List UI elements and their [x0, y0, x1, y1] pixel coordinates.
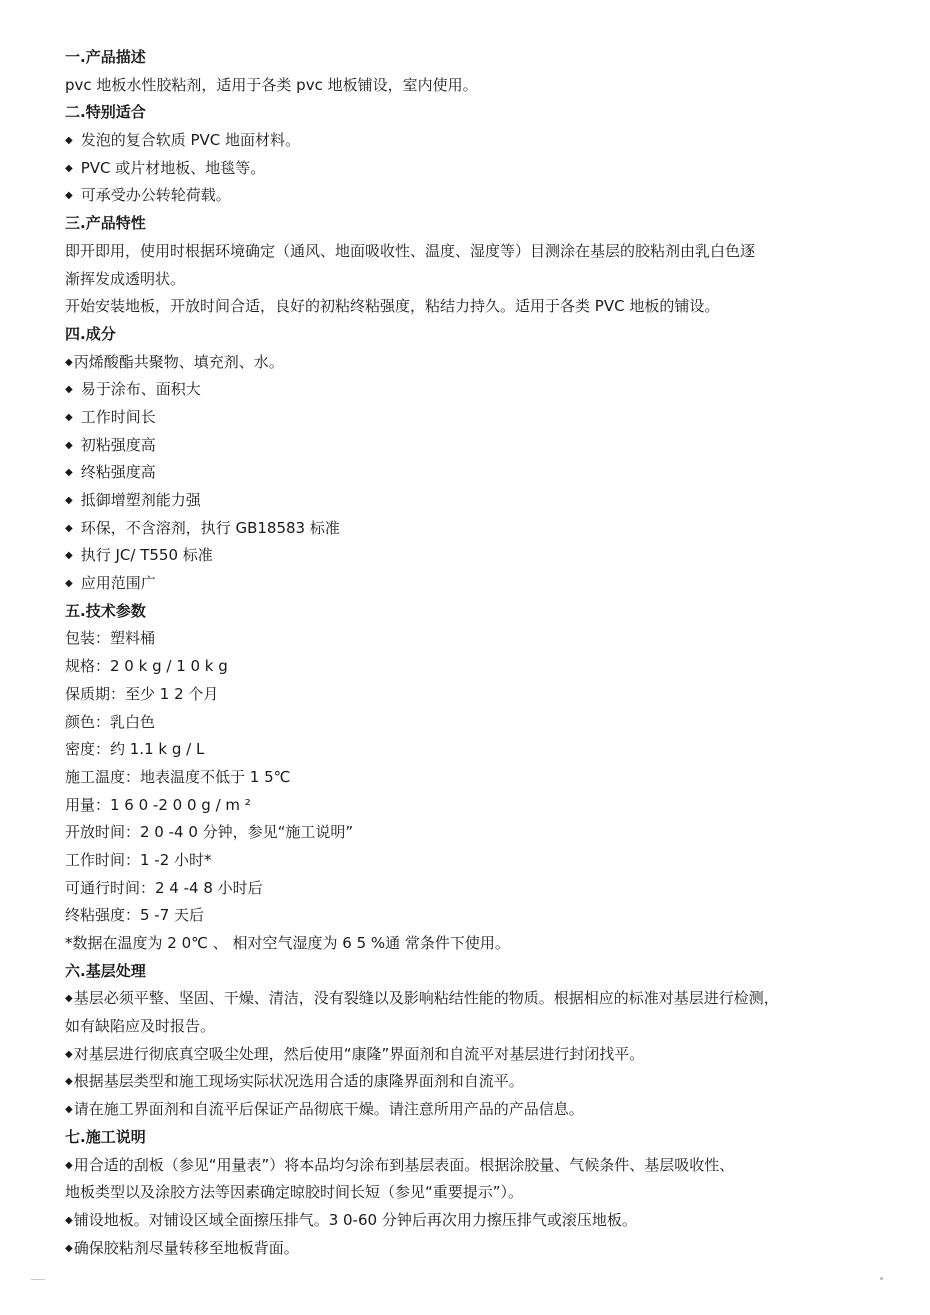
paragraph-line: 终粘强度：5 -7 天后	[65, 906, 205, 925]
bullet-item: ◆ 铺设地板。对铺设区域全面擦压排气。3 0-60 分钟后再次用力擦压排气或滚压地板。	[65, 1207, 885, 1235]
bullet-item: ◆ PVC 或片材地板、地毯等。	[65, 155, 885, 183]
paragraph-line: 开放时间：2 0 -4 0 分钟，参见“施工说明”	[65, 823, 354, 842]
paragraph-line: 渐挥发成透明状。	[65, 269, 186, 288]
paragraph-line: 规格：2 0 k g / 1 0 k g	[65, 657, 228, 676]
paragraph-line: 施工温度：地表温度不低于 1 5℃	[65, 767, 291, 786]
paragraph-line: 密度：约 1.1 k g / L	[65, 740, 205, 759]
bullet-item: ◆ 可承受办公转轮荷载。	[65, 182, 885, 210]
paragraph-line: 即开即用，使用时根据环境确定（通风、地面吸收性、温度、湿度等）目测涂在基层的胶粘剂由乳白色逐	[65, 241, 756, 260]
page-corner-mark-left	[31, 1279, 45, 1280]
bullet-item: ◆ 抵御增塑剂能力强	[65, 487, 885, 515]
bullet-item: ◆ 执行 JC/ T550 标准	[65, 542, 885, 570]
paragraph-line: 颜色：乳白色	[65, 712, 156, 731]
bullet-item: ◆ 丙烯酸酯共聚物、填充剂、水。	[65, 349, 885, 377]
bullet-item: ◆ 对基层进行彻底真空吸尘处理，然后使用“康隆”界面剂和自流平对基层进行封闭找平。	[65, 1041, 885, 1069]
bullet-item: ◆ 工作时间长	[65, 404, 885, 432]
section-heading: 六.基层处理	[65, 961, 146, 980]
paragraph-line: 包装：塑料桶	[65, 629, 156, 648]
paragraph-line: 保质期：至少 1 2 个月	[65, 684, 219, 703]
document-body	[65, 44, 885, 1262]
page-corner-mark-right	[880, 1277, 883, 1280]
paragraph-line: 用量：1 6 0 -2 0 0 g / m ²	[65, 795, 251, 814]
bullet-item: ◆ 应用范围广	[65, 570, 885, 598]
bullet-item: ◆ 请在施工界面剂和自流平后保证产品彻底干燥。请注意所用产品的产品信息。	[65, 1096, 885, 1124]
paragraph-line: 如有缺陷应及时报告。	[65, 1017, 216, 1036]
paragraph-line: 可通行时间：2 4 -4 8 小时后	[65, 878, 263, 897]
section-heading: 二.特别适合	[65, 103, 146, 122]
section-heading: 一.产品描述	[65, 48, 146, 66]
bullet-item: ◆ 发泡的复合软质 PVC 地面材料。	[65, 127, 885, 155]
paragraph-line: 地板类型以及涂胶方法等因素确定晾胶时间长短（参见“重要提示”）。	[65, 1183, 524, 1202]
paragraph-line: 工作时间：1 -2 小时*	[65, 850, 212, 869]
bullet-item: ◆ 初粘强度高	[65, 432, 885, 460]
section-heading: 三.产品特性	[65, 214, 146, 233]
bullet-item: ◆ 根据基层类型和施工现场实际状况选用合适的康隆界面剂和自流平。	[65, 1068, 885, 1096]
section-heading: 四.成分	[65, 324, 116, 343]
paragraph-line: 开始安装地板，开放时间合适，良好的初粘终粘强度，粘结力持久。适用于各类 PVC 地板的铺设。	[65, 297, 720, 316]
paragraph-line: pvc 地板水性胶粘剂，适用于各类 pvc 地板铺设，室内使用。	[65, 75, 478, 94]
bullet-item: ◆ 用合适的刮板（参见“用量表”）将本品均匀涂布到基层表面。根据涂胶量、气候条件、基层吸收性、	[65, 1152, 885, 1180]
bullet-item: ◆ 基层必须平整、坚固、干燥、清洁，没有裂缝以及影响粘结性能的物质。根据相应的标准对基层进行检测，	[65, 985, 885, 1013]
section-heading: 七.施工说明	[65, 1127, 146, 1146]
paragraph-line: *数据在温度为 2 0℃ 、 相对空气湿度为 6 5 %通 常条件下使用。	[65, 934, 510, 952]
bullet-item: ◆ 确保胶粘剂尽量转移至地板背面。	[65, 1235, 885, 1263]
bullet-item: ◆ 环保，不含溶剂，执行 GB18583 标准	[65, 515, 885, 543]
bullet-item: ◆ 易于涂布、面积大	[65, 376, 885, 404]
bullet-item: ◆ 终粘强度高	[65, 459, 885, 487]
section-heading: 五.技术参数	[65, 601, 146, 620]
